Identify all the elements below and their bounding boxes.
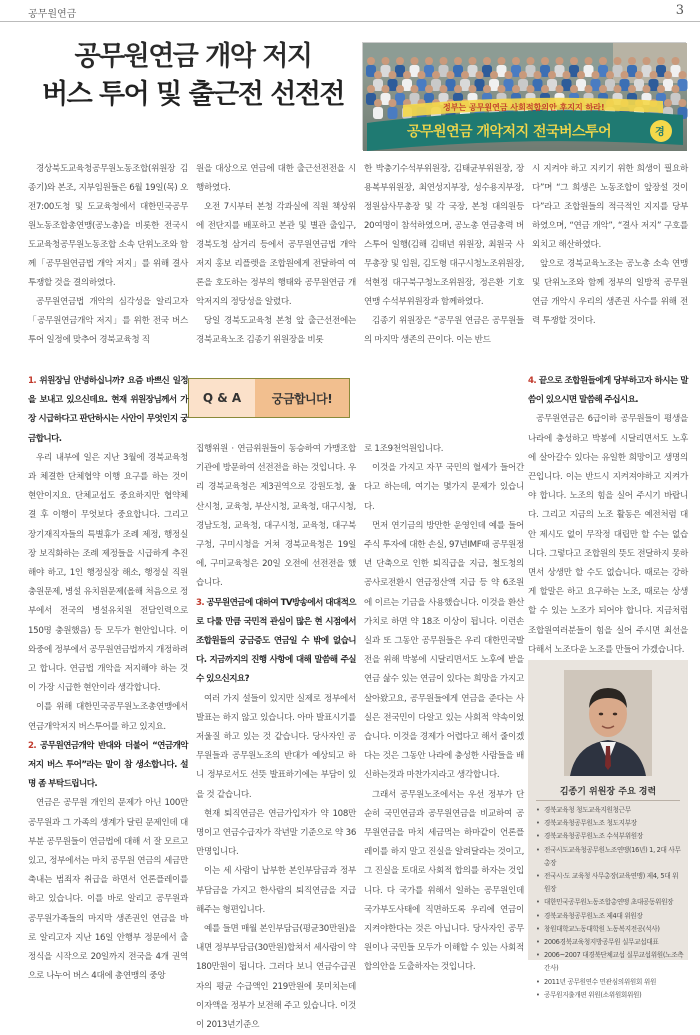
crowd-person-head xyxy=(512,57,520,65)
career-item xyxy=(536,896,684,909)
crowd-person-head xyxy=(643,85,651,93)
crowd-person-head xyxy=(599,57,607,65)
answer-paragraph: 이는 세 사람이 납부한 본인부담금과 정부부담금을 가지고 한사람의 퇴직연금을 지급해주는 형편입니다. xyxy=(196,866,356,915)
article-column-3 xyxy=(364,160,524,350)
crowd-person-head xyxy=(454,85,462,93)
crowd-person-head xyxy=(599,85,607,93)
career-list xyxy=(536,804,684,1002)
bio-divider xyxy=(536,800,680,801)
answer-paragraph: 공무원연금은 6급이하 공무원들이 평생을 나라에 충성하고 박봉에 시달리면서도 노후에 살아갈수 있다는 유일한 희망이고 생명의 끈입니다. 이는 반드시 지켜져야하고 지켜가야 합니다. 노조의 힘을 실어 주시기 바랍니다. 그리고 지금의 노조 활동은 예전처럼 대안 제시도 없이 무작정 대립만 할 수는 없습니다. 그렇다고 조합원의 뜻도 전달하지 못하면서 상생만 할 수도 없습니다. 때로는 강하게 할말은 하고 요구하는 노조, 때로는 상생할 수 있는 노조가 되어야 합니다. 지금처럼 조합원여러분들이 힘을 실어 주시면 최선을 다해서 노조다운 노조를 만들어 가겠습니다. xyxy=(528,414,688,655)
banner-end-text: 경 xyxy=(655,127,665,138)
bio-box xyxy=(528,660,688,999)
page-header xyxy=(0,0,700,22)
group-photo-image xyxy=(363,43,687,151)
crowd-person-head xyxy=(606,71,614,79)
crowd-person-head xyxy=(483,85,491,93)
career-item xyxy=(536,949,684,975)
crowd-person-head xyxy=(527,85,535,93)
crowd-person-head xyxy=(534,71,542,79)
career-item xyxy=(536,870,684,896)
crowd-person-head xyxy=(425,85,433,93)
crowd-person-head xyxy=(650,71,658,79)
crowd-person-head xyxy=(657,57,665,65)
crowd-person-head xyxy=(425,57,433,65)
crowd-person-head xyxy=(382,85,390,93)
career-text: 경북교육청공무원노조 청도지부장 xyxy=(544,819,637,828)
crowd-person-head xyxy=(512,85,520,93)
career-text: 창원대학교노동대학원 노동복지전공(석사) xyxy=(544,924,660,933)
qa-heading: 궁금합니다! xyxy=(271,391,333,406)
crowd-person-head xyxy=(585,57,593,65)
article-paragraph: 시 지켜야 하고 지키기 위한 희생이 필요하다”며 “그 희생은 노동조합이 앞장설 것이다”라고 조합원들의 적극적인 지지를 당부하였으며, “연금 개악”, “결사 저지” 구호를 외치고 해산하였다. xyxy=(532,164,688,250)
question-4 xyxy=(528,372,688,410)
qa-label-box xyxy=(189,379,255,417)
article-paragraph: 당일 경북도교육청 본청 앞 출근선전에는 경북교육노조 김종기 위원장을 비롯 xyxy=(196,316,356,345)
crowd-person-head xyxy=(585,85,593,93)
crowd-person-head xyxy=(374,71,382,79)
article-column-1 xyxy=(28,160,188,350)
article-paragraph: 경상북도교육청공무원노동조합(위원장 김종기)와 본조, 지부임원들은 6월 19일(목) 오전7:00도청 및 도교육청에서 대한민국공무원노동조합총연맹(공노총)을 비롯한 전국시도교육청공무원노동조합 소속 단위노조와 함께「공무원연금법 개악 저지」를 위해 결사 투쟁할 것을 결의하였다. xyxy=(28,164,188,288)
career-item xyxy=(536,936,684,949)
answer-paragraph: 현재 퇴직연금은 연금가입자가 약 108만명이고 연금수급자가 작년말 기준으로 약 36만명입니다. xyxy=(196,808,356,858)
crowd-person-head xyxy=(367,85,375,93)
crowd-person-head xyxy=(643,57,651,65)
crowd-person-body xyxy=(388,107,398,119)
career-item xyxy=(536,844,684,870)
article-paragraph: 원을 대상으로 연금에 대한 출근선전전을 시행하였다. xyxy=(196,164,356,193)
crowd-person-head xyxy=(411,57,419,65)
crowd-person-head xyxy=(490,71,498,79)
crowd-person-head xyxy=(367,57,375,65)
career-text: 경북교육청 청도교육지원청근무 xyxy=(544,806,631,814)
career-text: 2006경북교육청지방공무원 실무교섭대표 xyxy=(544,938,659,947)
crowd-person-head xyxy=(577,71,585,79)
bullet-icon: • xyxy=(536,977,540,986)
article-paragraph: 한 박충기수석부위원장, 김태균부위원장, 장용복부위원장, 최연성지부장, 성수용지부장, 정원삼사무총장 및 각 국장, 본청 대의원등 20여명이 참석하였으며, 공노총 연금총력 버스투어 일행(김해 김태년 위원장, 최원국 사무총장 및 임원, 김도형 대구시청노조위원장, 석현정 대구북구청노조위원장, 정은환 기호연맹 수석부위원장과 함께하였다. xyxy=(364,164,524,307)
crowd-person-head xyxy=(498,85,506,93)
bullet-icon: • xyxy=(536,924,540,933)
section-name: 공무원연금 xyxy=(28,9,77,20)
qa-heading-cell xyxy=(255,379,349,417)
career-text: 경북교육청공무원노조 수석부위원장 xyxy=(544,832,643,841)
question-text: 끝으로 조합원들에게 당부하고자 하시는 말씀이 있으시면 말씀해 주십시요. xyxy=(528,376,688,406)
answer-paragraph: 로 1조9천억원입니다. xyxy=(364,444,444,454)
career-item xyxy=(536,923,684,936)
interview-column-4 xyxy=(528,372,688,660)
career-item xyxy=(536,989,684,1002)
banner-main-text: 공무원연금 개악저지 전국버스투어 xyxy=(407,124,612,140)
crowd-person-head xyxy=(541,85,549,93)
crowd-person-head xyxy=(621,71,629,79)
bullet-icon: • xyxy=(536,990,540,999)
article-paragraph: 오전 7시부터 본청 각과실에 직원 책상위에 전단지를 배포하고 본관 및 별관 출입구, 경북도청 삼거리 등에서 공무원연금법 개악저지 홍보 리플렛을 조합원에게 전달하여 여론을 호도하는 정부의 행태와 공무원연금 개악저지의 정당성을 알렸다. xyxy=(196,202,356,307)
answer-paragraph: 먼저 연기금의 방만한 운영인데 예를 들어 주식 투자에 대한 손실, 97년IMF때 공무원정년 단축으로 인한 퇴직급을 지급, 철도청의 공사로전환시 연금정산액 지급 등 약 6조원에 이르는 기금을 사용했습니다. 이것을 환산가치로 하면 약 18조 이상이 됩니다. 이런손실과 또 그동안 공무원들은 우리 대한민국발전을 위해 박봉에 시달리면서도 노후에 받을 연금 삶수 있는 연금이 있다는 희망을 가지고 살아왔고요, 공무원들에게 연금을 준다는 사실은 전국민이 다알고 있는 사회적 약속이었습니다. 이것을 경제가 어렵다고 해서 줄이겠다는 것은 그동안 나라에 충성한 사람들을 배신하는것과 마찬가지라고 생각합니다. xyxy=(364,520,524,781)
answer-paragraph: 여러 가지 설들이 있지만 실제로 정부에서 발표는 하지 않고 있습니다. 아마 발표시기를 저울질 하고 있는 것 같습니다. 당사자인 공무원들과 공무원노조의 반대가 예상되고 하니 정부로서도 선뜻 발표하기에는 부담이 있을 것 같습니다. xyxy=(196,693,356,800)
article-column-4 xyxy=(532,160,688,331)
question-number: 1. xyxy=(28,376,37,386)
crowd-person-head xyxy=(447,71,455,79)
crowd-person-head xyxy=(672,85,680,93)
crowd-person-head xyxy=(614,85,622,93)
crowd-person-head xyxy=(396,85,404,93)
crowd-person-head xyxy=(541,57,549,65)
crowd-person-head xyxy=(374,99,382,107)
crowd-person-head xyxy=(592,71,600,79)
article-column-2 xyxy=(196,160,356,350)
crowd-person-head xyxy=(389,99,397,107)
interview-column-1 xyxy=(28,372,188,987)
crowd-person-head xyxy=(382,57,390,65)
crowd-person-head xyxy=(403,71,411,79)
crowd-person-body xyxy=(373,107,383,119)
question-text: 공무원연금개악 반대와 더불어 “연금개악저지 버스 투어”라는 말이 참 생소합니다. 설명 좀 부탁드립니다. xyxy=(28,740,188,790)
career-item xyxy=(536,804,684,817)
chairman-portrait xyxy=(564,670,652,776)
banner-subtext: 정부는 공무원연금 사회적합의안 후지지 하라! xyxy=(443,103,605,112)
answer-paragraph: 이것을 가지고 자꾸 국민의 혈세가 들어간다고 하는데, 여기는 몇가지 문제가 있습니다. xyxy=(364,463,524,512)
career-text: 공무원지출개편 위원(소위원회위원) xyxy=(544,990,642,999)
crowd-person-head xyxy=(672,57,680,65)
qa-label: Q & A xyxy=(202,391,242,405)
crowd-person-head xyxy=(563,71,571,79)
question-text: 위원장님 안녕하십니까? 요즘 바쁘신 일정을 보내고 있으신데요. 현재 위원장님께서 가장 시급하다고 판단하시는 사안이 무엇인지 궁금합니다. xyxy=(28,376,188,444)
title-line-1: 공무원연금 개악 저지 xyxy=(74,41,312,72)
crowd-person-head xyxy=(527,57,535,65)
crowd-person-head xyxy=(505,71,513,79)
question-number: 2. xyxy=(28,740,37,751)
crowd-person-head xyxy=(657,85,665,93)
crowd-person-head xyxy=(483,57,491,65)
crowd-person-head xyxy=(556,85,564,93)
bio-title: 김종기 위원장 주요 경력 xyxy=(559,787,657,797)
bullet-icon: • xyxy=(536,951,540,960)
career-text: 전국시·도 교육청 사무총장(교육연맹) 제4, 5대 위원장 xyxy=(544,872,679,894)
crowd-person-head xyxy=(664,99,672,107)
bullet-icon: • xyxy=(536,938,540,947)
crowd-person-head xyxy=(418,71,426,79)
crowd-person-head xyxy=(469,57,477,65)
article-paragraph: 김종기 위원장은 “공무원 연금은 공무원들의 마지막 생존의 끈이다. 이는 반드 xyxy=(364,316,524,345)
answer-paragraph: 예를 들면 매월 본인부담금(평균30만원)을 내면 정부부담금(30만원)합쳐서 세사람이 약 180만원이 됩니다. 그러다 보니 연금수급권자의 평균 수급액인 219만원에 못미치는데 이자액을 정부가 보전해 주고 있습니다. 이것이 2013년기준으 xyxy=(196,924,356,1031)
article-body xyxy=(28,160,688,350)
crowd-person-head xyxy=(679,71,687,79)
interview-column-3 xyxy=(364,440,524,978)
question-3 xyxy=(196,594,356,690)
question-number: 4. xyxy=(528,376,537,386)
crowd-person-head xyxy=(635,71,643,79)
career-text: 경북교육청공무원노조 제4대 위원장 xyxy=(544,911,643,920)
crowd-person-head xyxy=(556,57,564,65)
crowd-person-head xyxy=(628,85,636,93)
crowd-person-head xyxy=(498,57,506,65)
interview-column-2 xyxy=(196,440,356,1035)
crowd-person-head xyxy=(411,85,419,93)
crowd-person-head xyxy=(469,85,477,93)
crowd-person-head xyxy=(548,71,556,79)
answer-paragraph: 연금은 공무원 개인의 문제가 아닌 100만 공무원과 그 가족의 생계가 달린 문제인데 대부분 공무원들이 연금법에 대해 서 잘 모르고 있고, 정부에서는 마치 공무원 연금의 세금만 축내는 범죄자 취급을 하면서 언론플레이를 하고 있습니다. 이를 바로 알리고 공무원과 공무원가족들의 마지막 생존권인 연금을 바로 알리고자 지난 16일 안행부 정문에서 출정식을 시작으로 20일까지 전국을 4개 권역으로 나누어 버스 4대에 총연맹의 중앙 xyxy=(28,798,188,982)
crowd-person-head xyxy=(461,71,469,79)
answer-paragraph: 그래서 공무원노조에서는 우선 정부가 단순히 국민연금과 공무원연금을 비교하여 공무원연금을 마치 세금먹는 하마같이 언론플레이를 하지 말고 진실을 알려달라는 것이고, 그 진실을 토대로 사회적 합의를 하자는 것입니다. 다 국가를 위해서 일하는 공무원인데 국가부도사태에 직면하도록 우리에 연금이 지켜야한다는 것은 아닙니다. 당사자인 공무원이나 국민들 모두가 이해할 수 있는 사회적 합의안을 도출하자는 것입니다. xyxy=(364,789,524,973)
portrait-image xyxy=(564,670,652,776)
bullet-icon: • xyxy=(536,832,540,841)
career-text: 2011년 공무원연수 민관심의위원회 위원 xyxy=(544,977,657,986)
title-line-2: 버스 투어 및 출근전 선전전 xyxy=(41,79,344,110)
career-item xyxy=(536,976,684,989)
career-text: 전국시도교육청공무원노조연맹(16년) 1, 2대 사무총장 xyxy=(544,845,681,867)
career-item xyxy=(536,817,684,830)
answer-paragraph: 집행위원 · 연금위원들이 동승하여 가맹조합 기관에 방문하여 선전전을 하는 것입니다. 우리 경북교육청은 제3권역으로 강원도청, 울산시청, 교육청, 부산시청, 교육청, 대구시청, 경남도청, 교육청, 대구시청, 교육청, 대구북구청, 구미시청을 거쳐 경북교육청은 19일에, 구미교육청은 20일 오전에 선전전을 했습니다. xyxy=(196,444,356,589)
career-item xyxy=(536,910,684,923)
question-number: 3. xyxy=(196,597,205,608)
crowd-person-head xyxy=(432,71,440,79)
article-paragraph: 공무원연금법 개악의 심각성을 알리고자「공무원연금개악 저지」를 위한 전국 버스 투어 일정에 맞추어 경북교육청 직 xyxy=(28,297,188,345)
crowd-person-head xyxy=(440,57,448,65)
bullet-icon: • xyxy=(536,845,540,854)
page-number: 3 xyxy=(675,3,684,18)
qa-heading-box xyxy=(188,378,350,418)
article-title xyxy=(28,38,358,114)
bullet-icon: • xyxy=(536,911,540,920)
crowd-person-head xyxy=(679,99,687,107)
bullet-icon: • xyxy=(536,872,540,881)
article-paragraph: 앞으로 경북교육노조는 공노총 소속 연맹 및 단위노조와 함께 정부의 일방적 공무원연금 개악시 우리의 생존권 사수를 위해 전력 투쟁할 것이다. xyxy=(532,259,688,326)
question-1 xyxy=(28,372,188,449)
crowd-person-head xyxy=(440,85,448,93)
group-photo xyxy=(362,42,686,150)
crowd-person-head xyxy=(389,71,397,79)
question-text: 공무원연금에 대하여 TV방송에서 대대적으로 다룰 만큼 국민적 관심이 많은 현 시점에서 조합원들의 궁금증도 연금일 수 밖에 없습니다. 지금까지의 진행 사항에 대해 말씀해 주실 수 있으신지요? xyxy=(196,597,356,685)
crowd-person-head xyxy=(396,57,404,65)
question-2 xyxy=(28,737,188,795)
crowd-person-head xyxy=(519,71,527,79)
bullet-icon: • xyxy=(536,806,540,814)
crowd-person-head xyxy=(570,57,578,65)
crowd-person-head xyxy=(628,57,636,65)
bullet-icon: • xyxy=(536,819,540,828)
bullet-icon: • xyxy=(536,898,540,907)
crowd-person-head xyxy=(476,71,484,79)
answer-paragraph: 우리 내부에 일은 지난 3월에 경북교육청과 체결한 단체협약 이행 요구를 하는 것이 현안이지요. 단체교섭도 중요하지만 협약체결 후 이행이 무엇보다 중요합니다. 그리고 장기재직자들의 특별휴가 조례 제정, 행정실장 보직화하는 조례 제정들을 시급하게 추진해야 하고, 1인 행정실장 해소, 행정실 직원 충원문제, 병설 유치원문제(올해 처음으로 정부에서 전국의 병설유치원 전담인력으로 150명 충원했음) 등 모두가 현안입니다. 이 와중에 정부에서 공무원연금법까지 개정하려고 합니다. 연금법 개악을 저지해야 하는 것이 가장 시급한 현안이라 생각합니다. xyxy=(28,452,188,694)
career-text: 대한민국공무원노동조합총연맹 초대공동위원장 xyxy=(544,898,674,907)
crowd-person-head xyxy=(614,57,622,65)
career-item xyxy=(536,830,684,843)
crowd-person-head xyxy=(454,57,462,65)
answer-paragraph: 이를 위해 대한민국공무원노조총연맹에서 연금개악저지 버스투어를 하고 있지요. xyxy=(28,702,188,732)
crowd-person-head xyxy=(570,85,578,93)
career-text: 2006~2007 대경북단체교섭 실무교섭위원(노조측 간사) xyxy=(544,951,684,973)
crowd-person-head xyxy=(664,71,672,79)
